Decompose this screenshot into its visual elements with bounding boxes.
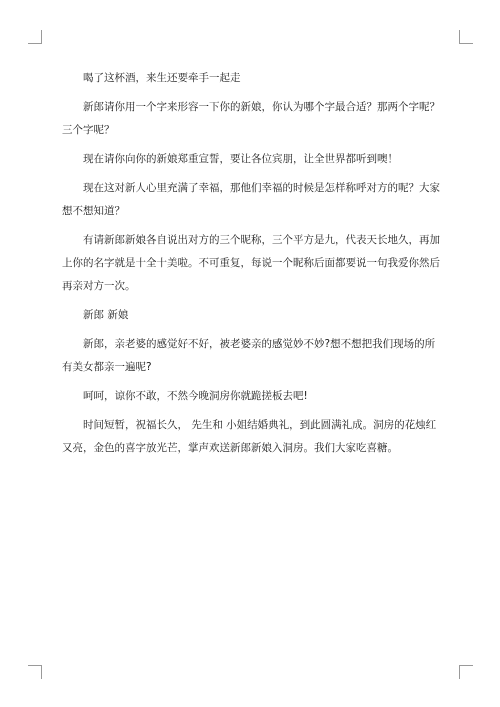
paragraph: 现在这对新人心里充满了幸福，那他们幸福的时候是怎样称呼对方的呢？大家想不想知道？ <box>62 182 440 217</box>
document-body <box>62 67 440 466</box>
paragraph: 新郎请你用一个字来形容一下你的新娘，你认为哪个字最合适？那两个字呢？三个字呢？ <box>62 101 440 136</box>
paragraph: 新郎 新娘 <box>83 309 129 321</box>
paragraph: 喝了这杯酒，来生还要牵手一起走 <box>83 72 241 84</box>
paragraph: 有请新郎新娘各自说出对方的三个昵称，三个平方是九，代表天长地久，再加上你的名字就是十全十美啦。不可重复，每说一个昵称后面都要说一句我爱你然后再亲对方一次。 <box>62 234 440 292</box>
paragraph: 时间短暂，祝福长久， 先生和 小姐结婚典礼，到此圆满礼成。洞房的花烛红又亮，金色的喜字放光芒，掌声欢送新郎新娘入洞房。我们大家吃喜糖。 <box>62 419 437 454</box>
crop-mark-top-left <box>28 30 42 44</box>
paragraph: 呵呵，谅你不敢，不然今晚洞房你就跪搓板去吧! <box>83 390 308 402</box>
crop-mark-bottom-right <box>459 665 473 679</box>
paragraph: 现在请你向你的新娘郑重宣誓，要让各位宾朋，让全世界都听到噢！ <box>83 153 398 165</box>
paragraph: 新郎，亲老婆的感觉好不好，被老婆亲的感觉妙不妙?想不想把我们现场的所有美女都亲一遍呢? <box>62 338 436 373</box>
crop-mark-top-right <box>459 30 473 44</box>
crop-mark-bottom-left <box>28 665 42 679</box>
